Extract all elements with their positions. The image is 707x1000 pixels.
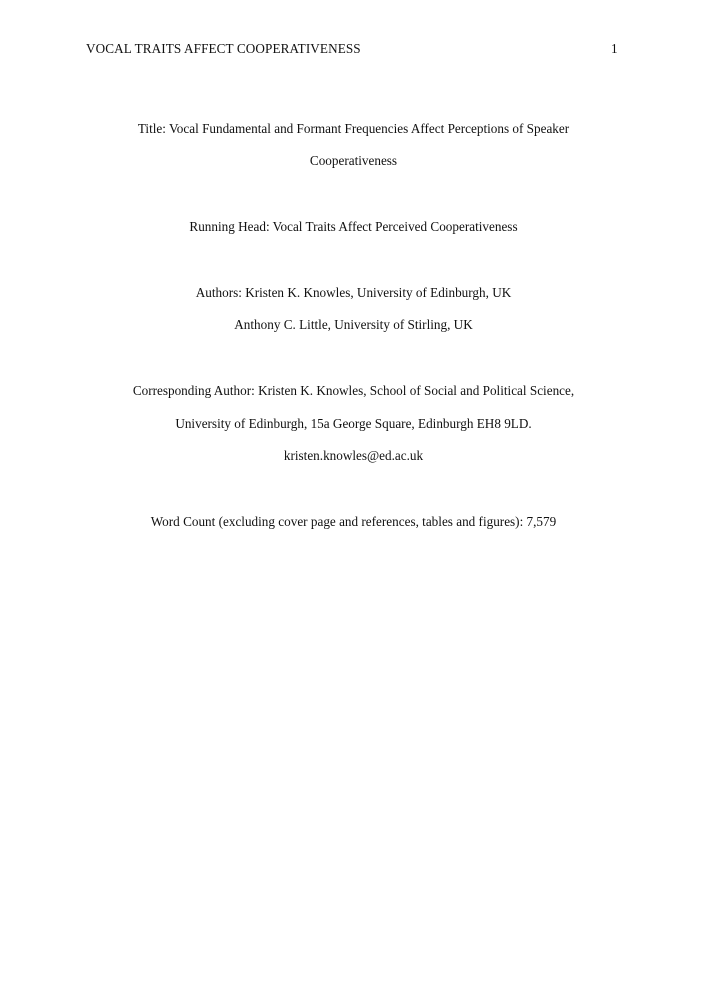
authors-line-1: Authors: Kristen K. Knowles, University of Edinburgh, UK (195, 285, 512, 300)
title-line-2: Cooperativeness (309, 153, 398, 168)
title-line-1: Title: Vocal Fundamental and Formant Frequencies Affect Perceptions of Speaker (137, 121, 570, 136)
corresponding-author-line-1: Corresponding Author: Kristen K. Knowles, School of Social and Political Science, (132, 383, 575, 398)
authors-line-2: Anthony C. Little, University of Stirling, UK (234, 317, 473, 332)
running-head-statement: Running Head: Vocal Traits Affect Perceived Cooperativeness (189, 219, 518, 234)
page-number: 1 (611, 41, 618, 56)
running-head: VOCAL TRAITS AFFECT COOPERATIVENESS (86, 41, 361, 56)
corresponding-author-line-2: University of Edinburgh, 15a George Square, Edinburgh EH8 9LD. (175, 416, 532, 431)
corresponding-author-email: kristen.knowles@ed.ac.uk (283, 448, 424, 463)
word-count: Word Count (excluding cover page and references, tables and figures): 7,579 (150, 514, 557, 529)
